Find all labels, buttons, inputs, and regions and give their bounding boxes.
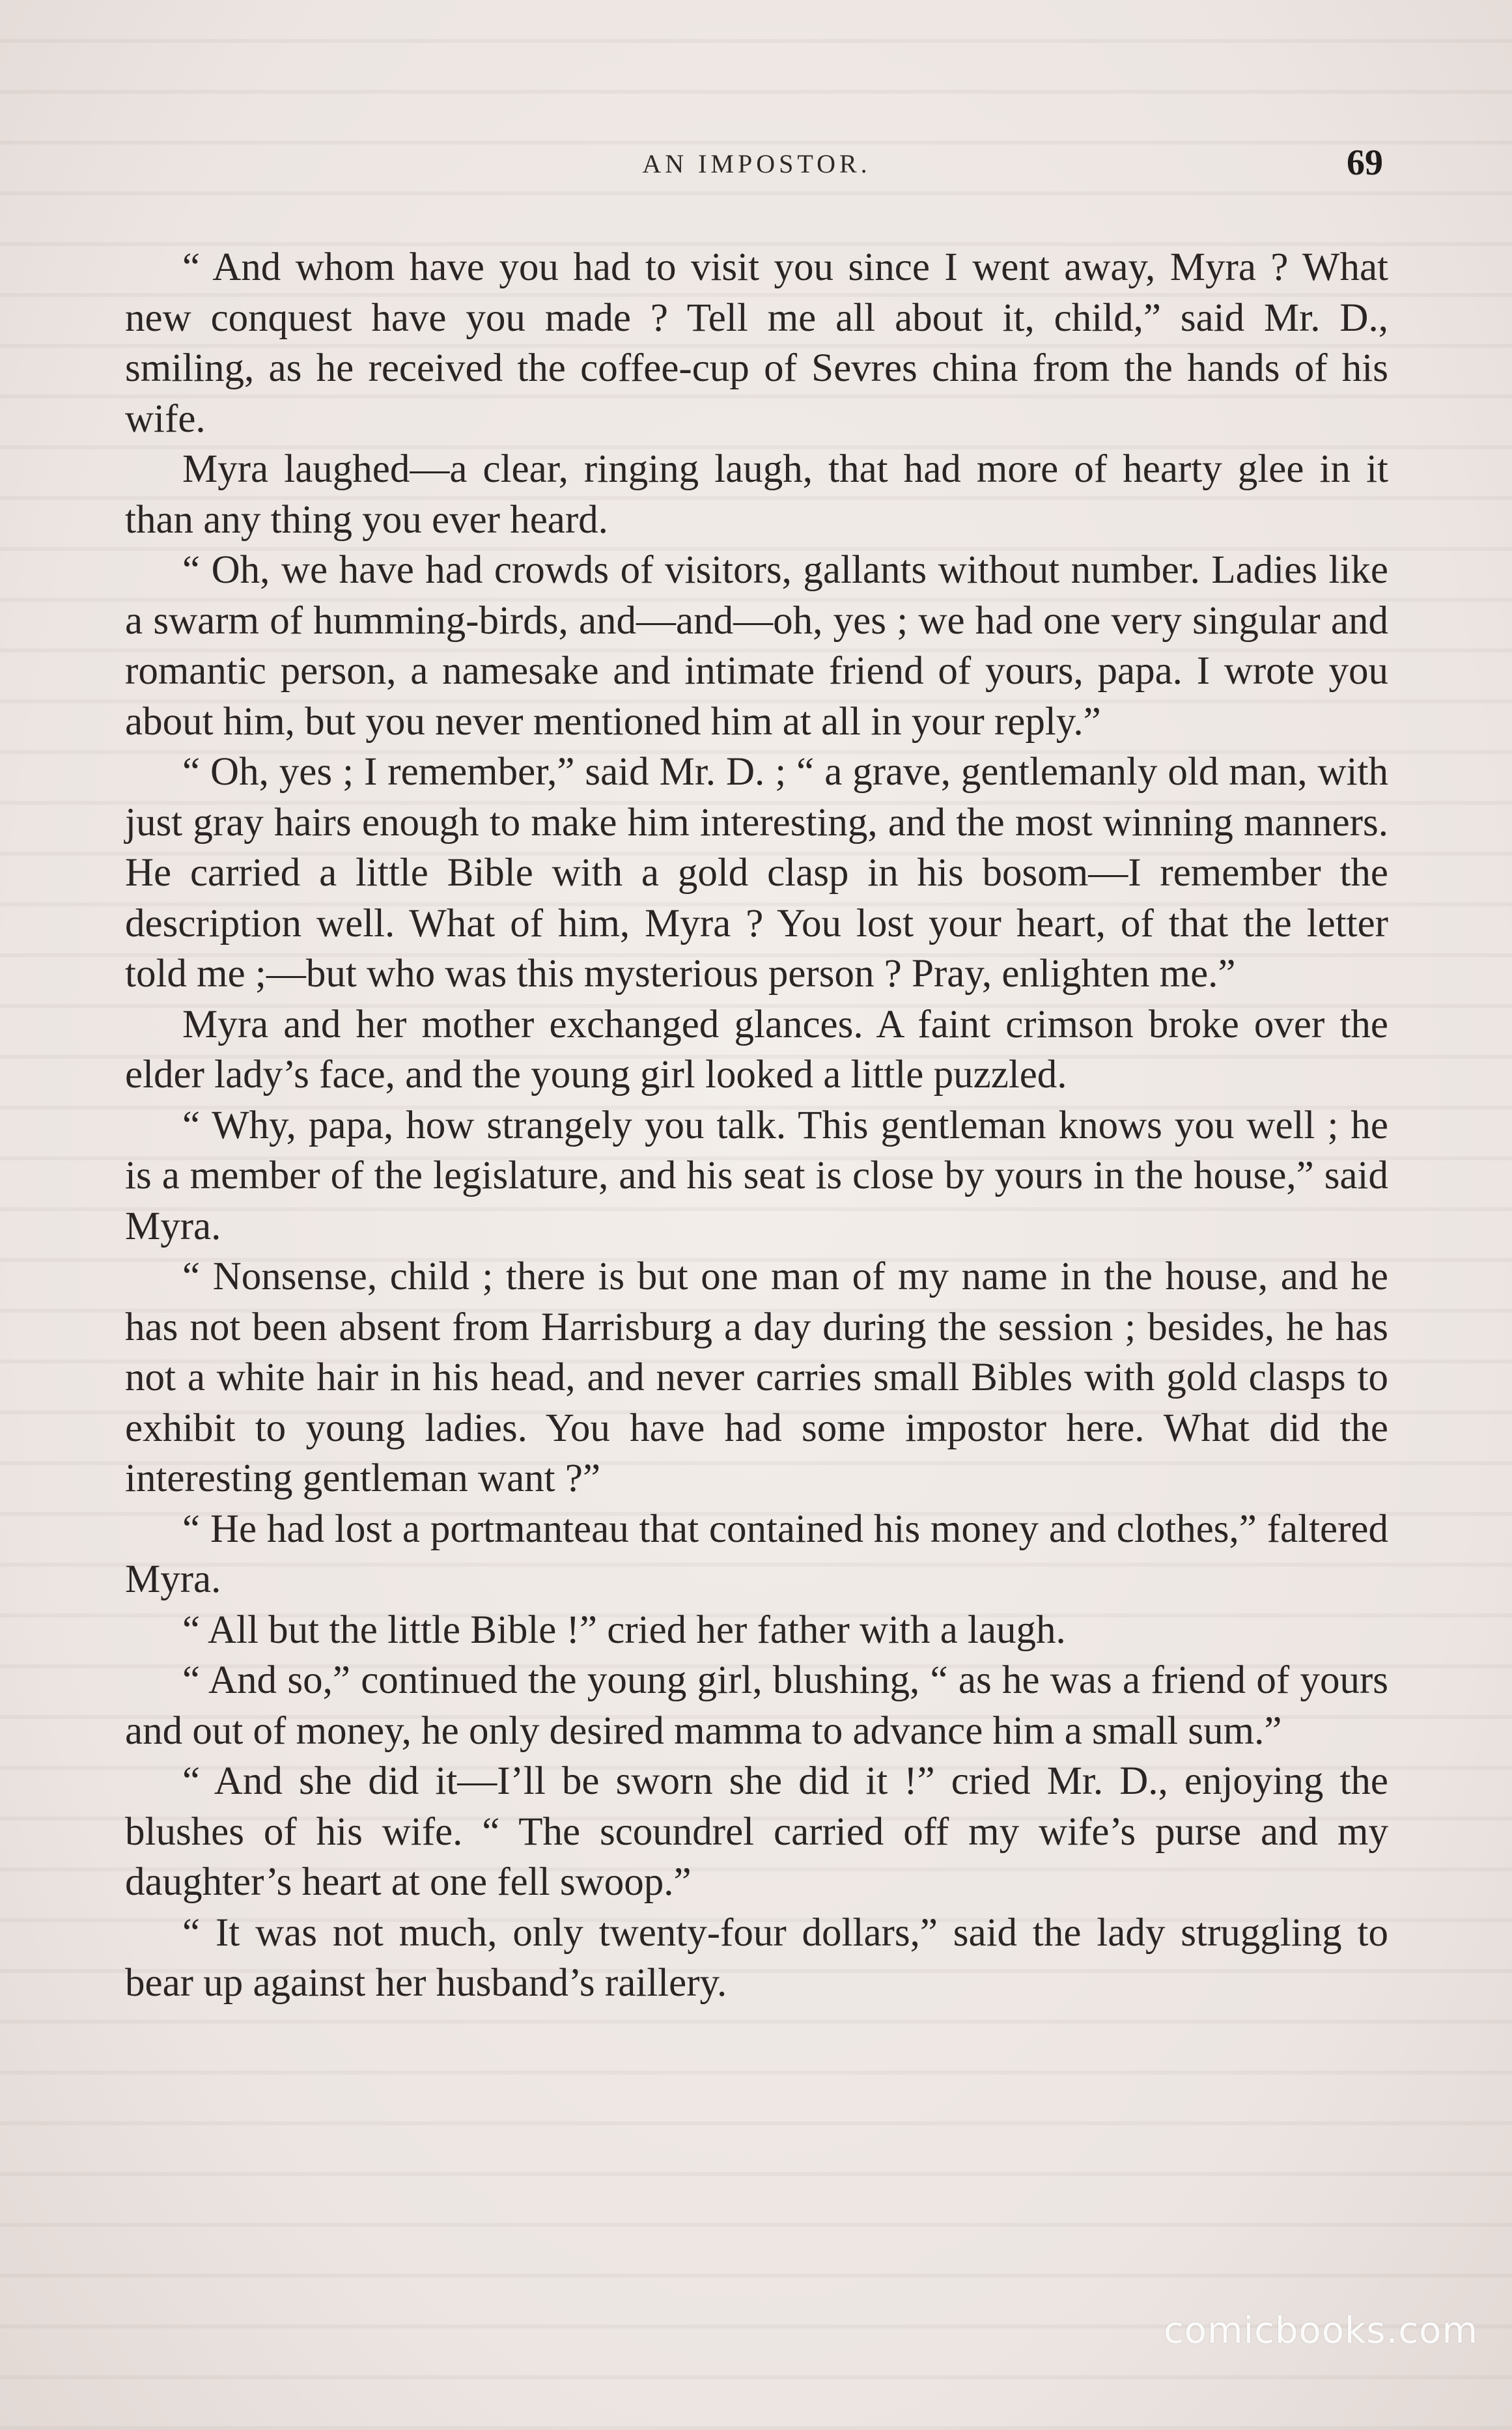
paragraph: “ And so,” continued the young girl, blushing, “ as he was a friend of yours and out of money, he only desired mamma to advance him a small sum.” <box>125 1658 1388 1753</box>
paragraph: “ Oh, we have had crowds of visitors, gallants without number. Ladies like a swarm of humming-birds, and—and—oh, yes ; we had one very singular and romantic person, a namesake and intimate friend of yours, papa. I wrote you about him, but you never mentioned him at all in your reply.” <box>125 548 1388 744</box>
paragraph: Myra laughed—a clear, ringing laugh, that had more of hearty glee in it than any thing you ever heard. <box>125 447 1388 542</box>
paragraph: “ It was not much, only twenty-four dollars,” said the lady struggling to bear up against her husband’s raillery. <box>125 1910 1388 2005</box>
paragraph: “ And whom have you had to visit you since I went away, Myra ? What new conquest have you made ? Tell me all about it, child,” said Mr. D., smiling, as he received the coffee-cup of Sevres china from the hands of his wife. <box>125 245 1388 441</box>
paragraph: “ Nonsense, child ; there is but one man of my name in the house, and he has not been absent from Harrisburg a day during the session ; besides, he has not a white hair in his head, and never carries small Bibles with gold clasps to exhibit to young ladies. You have had some impostor here. What did the interesting gentleman want ?” <box>125 1255 1388 1500</box>
paragraph: “ He had lost a portmanteau that contained his money and clothes,” faltered Myra. <box>125 1507 1388 1601</box>
paragraph: “ And she did it—I’ll be sworn she did it !” cried Mr. D., enjoying the blushes of his wife. “ The scoundrel carried off my wife’s purse and my daughter’s heart at one fell swoop.” <box>125 1759 1388 1904</box>
page-number: 69 <box>1347 143 1383 183</box>
page-header <box>125 142 1388 201</box>
paragraph: “ All but the little Bible !” cried her father with a laugh. <box>182 1608 1066 1652</box>
watermark: comicbooks.com <box>1163 2310 1478 2352</box>
paragraph: “ Oh, yes ; I remember,” said Mr. D. ; “ a grave, gentlemanly old man, with just gray hairs enough to make him interesting, and the most winning manners. He carried a little Bible with a gold clasp in his bosom—I remember the description well. What of him, Myra ? You lost your heart, of that the letter told me ;—but who was this mysterious person ? Pray, enlighten me.” <box>125 750 1388 996</box>
paragraph: Myra and her mother exchanged glances. A faint crimson broke over the elder lady’s face, and the young girl looked a little puzzled. <box>125 1002 1388 1096</box>
paragraph: “ Why, papa, how strangely you talk. This gentleman knows you well ; he is a member of the legislature, and his seat is close by yours in the house,” said Myra. <box>125 1103 1388 1248</box>
running-head: AN IMPOSTOR. <box>642 149 871 178</box>
body-text <box>125 242 1388 2009</box>
